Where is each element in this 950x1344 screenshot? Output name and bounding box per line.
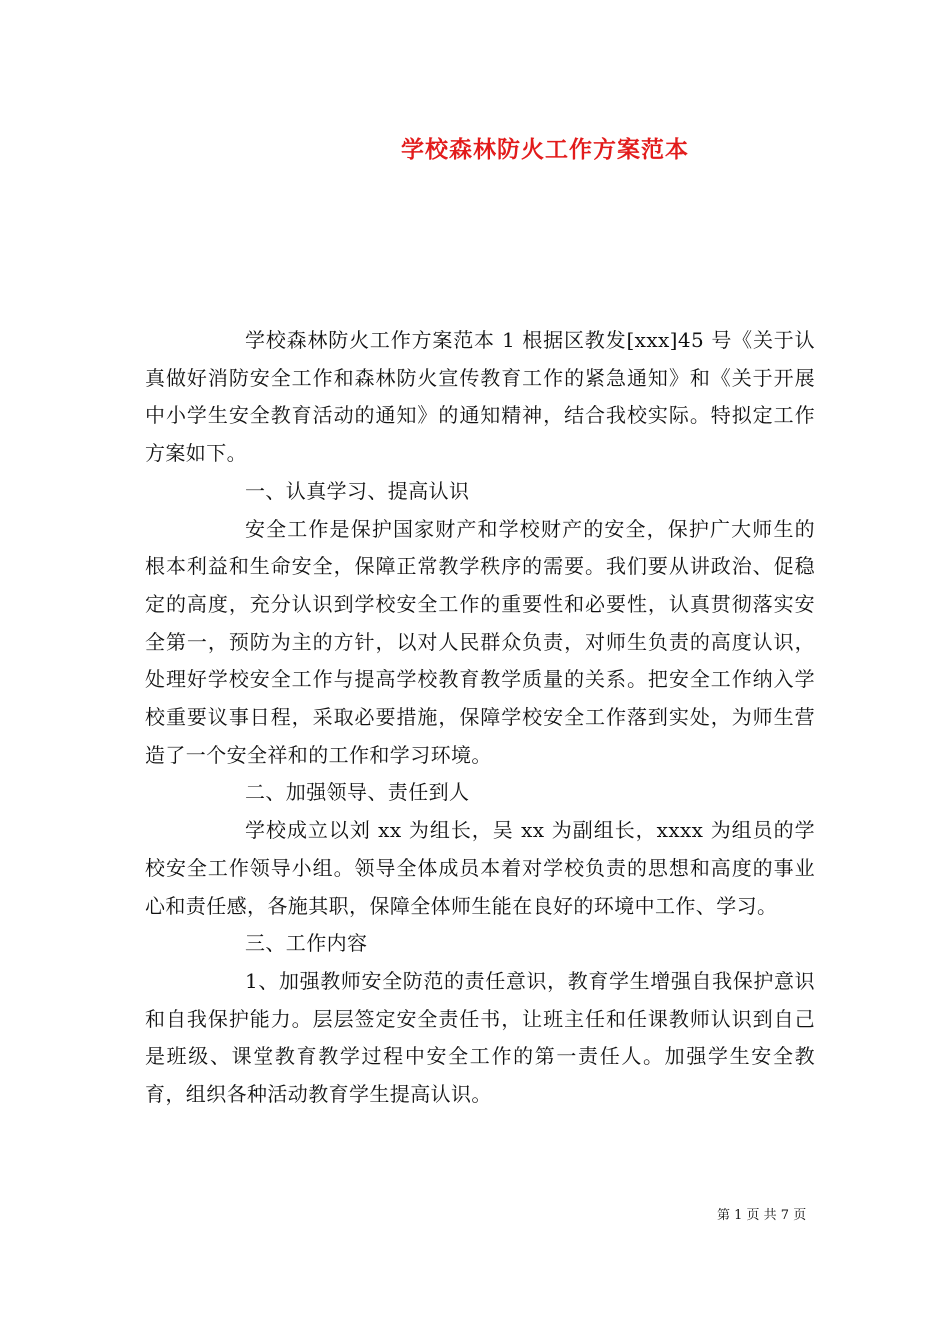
document-title: 学校森林防火工作方案范本 [401,136,689,163]
section-2-paragraph: 学校成立以刘 xx 为组长，吴 xx 为副组长，xxxx 为组员的学校安全工作领导小组。领导全体成员本着对学校负责的思想和高度的事业心和责任感，各施其职，保障全体师生能在良好的环境中工作、学习。 [145,818,815,918]
page-number: 第 1 页 共 7 页 [717,1208,807,1223]
section-3-item-1: 1、加强教师安全防范的责任意识，教育学生增强自我保护意识和自我保护能力。层层签定安全责任书，让班主任和任课教师认识到自己是班级、课堂教育教学过程中安全工作的第一责任人。加强学生安全教育，组织各种活动教育学生提高认识。 [145,968,815,1107]
section-heading-2: 二、加强领导、责任到人 [245,780,470,805]
section-heading-1: 一、认真学习、提高认识 [245,478,470,503]
intro-paragraph: 学校森林防火工作方案范本 1 根据区教发[xxx]45 号《关于认真做好消防安全工作和森林防火宣传教育工作的紧急通知》和《关于开展中小学生安全教育活动的通知》的通知精神，结合我校实际。特拟定工作方案如下。 [145,328,815,466]
section-1-paragraph: 安全工作是保护国家财产和学校财产的安全，保护广大师生的根本利益和生命安全，保障正常教学秩序的需要。我们要从讲政治、促稳定的高度，充分认识到学校安全工作的重要性和必要性，认真贯彻落实安全第一，预防为主的方针，以对人民群众负责，对师生负责的高度认识，处理好学校安全工作与提高学校教育教学质量的关系。把安全工作纳入学校重要议事日程，采取必要措施，保障学校安全工作落到实处，为师生营造了一个安全祥和的工作和学习环境。 [145,516,815,767]
section-heading-3: 三、工作内容 [245,931,368,956]
document-body [145,322,815,1114]
